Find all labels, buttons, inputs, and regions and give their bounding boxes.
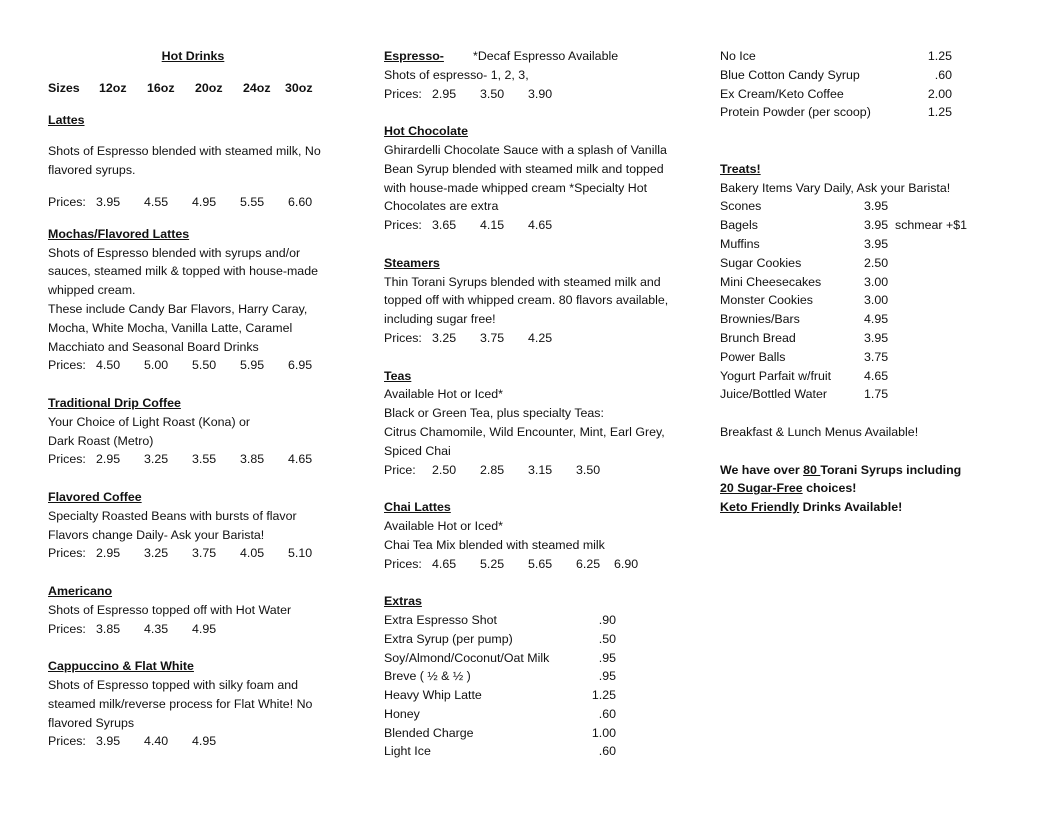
- price: 3.65: [432, 218, 457, 233]
- price: 3.25: [144, 546, 169, 561]
- mochas-prices: [48, 356, 338, 375]
- treat-name: Bagels: [720, 218, 758, 233]
- extras-item-name: No Ice: [720, 49, 756, 63]
- extras-item-name: Blended Charge: [384, 725, 474, 740]
- extras-item-price: .90: [598, 612, 616, 627]
- price: 6.90: [614, 556, 639, 571]
- price: 3.15: [528, 462, 553, 477]
- price: 3.95: [96, 194, 121, 209]
- teas-desc: Spiced Chai: [384, 443, 451, 458]
- espresso-prices: [384, 85, 684, 104]
- extras-item-name: Breve ( ½ & ½ ): [384, 669, 471, 684]
- prices-label: Prices:: [48, 452, 86, 467]
- price: 4.55: [144, 194, 169, 209]
- lattes-desc: Shots of Espresso blended with steamed milk, No: [48, 144, 321, 159]
- treat-item: [720, 385, 1020, 404]
- price: 4.65: [288, 452, 313, 467]
- torani-promo-line: [720, 461, 1020, 480]
- price: 3.75: [192, 546, 217, 561]
- flavored-coffee-title: Flavored Coffee: [48, 489, 142, 504]
- teas-desc: Citrus Chamomile, Wild Encounter, Mint, Earl Grey,: [384, 424, 665, 439]
- drip-desc: Your Choice of Light Roast (Kona) or: [48, 414, 251, 429]
- price: 4.95: [192, 734, 217, 749]
- hot-drinks-title: Hot Drinks: [161, 49, 225, 63]
- treat-item: [720, 254, 1020, 273]
- price: 6.25: [576, 556, 601, 571]
- menu-column-2: [384, 47, 684, 761]
- extras-item: [384, 724, 684, 743]
- extras-item: [384, 611, 684, 630]
- price: 3.75: [480, 330, 505, 345]
- extras-item: [384, 705, 684, 724]
- steamers-title: Steamers: [384, 255, 440, 270]
- extras-item-price: 1.25: [927, 49, 952, 63]
- lattes-desc: flavored syrups.: [48, 163, 136, 178]
- extras-item: [384, 742, 684, 761]
- price: 2.95: [96, 546, 121, 561]
- size-16oz: 16oz: [147, 80, 175, 95]
- hot-chocolate-desc: with house-made whipped cream *Specialty Hot: [384, 180, 648, 195]
- size-30oz: 30oz: [285, 80, 313, 95]
- extras-item-name: Light Ice: [384, 744, 431, 759]
- teas-desc: Black or Green Tea, plus specialty Teas:: [384, 406, 604, 421]
- extras-item-price: .50: [598, 631, 616, 646]
- treat-name: Yogurt Parfait w/fruit: [720, 368, 832, 383]
- treat-name: Muffins: [720, 236, 760, 251]
- treat-name: Brunch Bread: [720, 330, 796, 345]
- promo-count: 80: [803, 462, 821, 477]
- teas-prices: [384, 461, 684, 480]
- cappuccino-desc: flavored Syrups: [48, 715, 135, 730]
- flavored-desc: Flavors change Daily- Ask your Barista!: [48, 527, 265, 542]
- decaf-note: *Decaf Espresso Available: [473, 49, 619, 63]
- price: 4.95: [192, 621, 217, 636]
- promo-sugar-free: 20 Sugar-Free: [720, 481, 803, 496]
- drip-coffee-title: Traditional Drip Coffee: [48, 395, 181, 410]
- extras-title: Extras: [384, 594, 422, 609]
- chai-desc: Chai Tea Mix blended with steamed milk: [384, 537, 605, 552]
- price: 5.10: [288, 546, 313, 561]
- mochas-title: Mochas/Flavored Lattes: [48, 226, 190, 241]
- steamers-desc: including sugar free!: [384, 312, 496, 327]
- extras-item-price: .60: [934, 67, 952, 82]
- lattes-prices: [48, 193, 338, 212]
- prices-label: Price:: [384, 462, 416, 477]
- extras-item-price: 1.00: [591, 725, 616, 740]
- mochas-desc: whipped cream.: [48, 283, 136, 298]
- extras-item-name: Honey: [384, 706, 420, 721]
- price: 5.95: [240, 358, 265, 373]
- treat-name: Power Balls: [720, 349, 786, 364]
- extras-item-name: Heavy Whip Latte: [384, 688, 482, 703]
- treat-name: Brownies/Bars: [720, 312, 800, 327]
- espresso-header: [384, 47, 684, 66]
- treat-name: Mini Cheesecakes: [720, 274, 822, 289]
- treats-title: Treats!: [720, 161, 761, 176]
- extras-item-price: 1.25: [591, 688, 616, 703]
- price: 3.85: [240, 452, 265, 467]
- treat-item: [720, 216, 1020, 235]
- hot-chocolate-desc: Bean Syrup blended with steamed milk and topped: [384, 161, 664, 176]
- price: 4.25: [528, 330, 553, 345]
- sugar-free-promo-line: [720, 479, 1020, 498]
- size-20oz: 20oz: [195, 80, 223, 95]
- price: 3.50: [480, 86, 505, 101]
- extras-item: [720, 103, 1020, 122]
- breakfast-lunch-note: Breakfast & Lunch Menus Available!: [720, 424, 919, 439]
- treat-price: 3.00: [864, 293, 889, 308]
- sizes-row: [48, 79, 338, 98]
- extras-item: [720, 66, 1020, 85]
- price: 4.05: [240, 546, 265, 561]
- mochas-desc: Macchiato and Seasonal Board Drinks: [48, 339, 259, 354]
- promo-text: Torani Syrups including: [820, 462, 962, 477]
- size-12oz: 12oz: [99, 80, 127, 95]
- size-24oz: 24oz: [243, 80, 271, 95]
- extras-item-name: Extra Espresso Shot: [384, 612, 497, 627]
- price: 5.55: [240, 194, 265, 209]
- chai-lattes-title: Chai Lattes: [384, 500, 451, 515]
- americano-prices: [48, 620, 338, 639]
- treat-price: 4.95: [864, 312, 889, 327]
- extras-item: [720, 47, 1020, 66]
- treat-price: 1.75: [864, 387, 889, 402]
- espresso-desc: Shots of espresso- 1, 2, 3,: [384, 67, 529, 82]
- price: 6.95: [288, 358, 313, 373]
- treat-item: [720, 235, 1020, 254]
- price: 2.95: [432, 86, 457, 101]
- treat-item: [720, 197, 1020, 216]
- mochas-desc: Mocha, White Mocha, Vanilla Latte, Caramel: [48, 320, 293, 335]
- treat-price: 3.75: [864, 349, 889, 364]
- chai-prices: [384, 555, 684, 574]
- treat-name: Monster Cookies: [720, 293, 813, 308]
- price: 2.50: [432, 462, 457, 477]
- prices-label: Prices:: [384, 330, 422, 345]
- price: 5.00: [144, 358, 169, 373]
- prices-label: Prices:: [48, 546, 86, 561]
- mochas-desc: Shots of Espresso blended with syrups and/or: [48, 245, 301, 260]
- prices-label: Prices:: [48, 358, 86, 373]
- treat-price: 3.95: [864, 330, 889, 345]
- sizes-label: Sizes: [48, 80, 80, 95]
- treat-price: 4.65: [864, 368, 889, 383]
- treat-name: Sugar Cookies: [720, 255, 802, 270]
- americano-title: Americano: [48, 583, 113, 598]
- hot-chocolate-title: Hot Chocolate: [384, 124, 468, 139]
- treat-item: [720, 273, 1020, 292]
- steamers-prices: [384, 329, 684, 348]
- promo-keto: Keto Friendly: [720, 500, 800, 515]
- menu-column-1: [48, 47, 338, 751]
- prices-label: Prices:: [48, 621, 86, 636]
- treat-price: 3.00: [864, 274, 889, 289]
- chai-desc: Available Hot or Iced*: [384, 518, 503, 533]
- keto-promo-line: [720, 498, 1020, 517]
- price: 2.95: [96, 452, 121, 467]
- menu-column-3: [720, 47, 1020, 517]
- flavored-desc: Specialty Roasted Beans with bursts of flavor: [48, 508, 297, 523]
- extras-item-name: Protein Powder (per scoop): [720, 105, 871, 120]
- promo-text: Drinks Available!: [799, 500, 903, 515]
- cappuccino-prices: [48, 732, 338, 751]
- treat-item: [720, 329, 1020, 348]
- teas-title: Teas: [384, 368, 412, 383]
- mochas-desc: These include Candy Bar Flavors, Harry Caray,: [48, 301, 308, 316]
- extras-item-name: Blue Cotton Candy Syrup: [720, 67, 860, 82]
- price: 5.25: [480, 556, 505, 571]
- treat-name: Scones: [720, 199, 762, 214]
- treat-price: 2.50: [864, 255, 889, 270]
- price: 4.15: [480, 218, 505, 233]
- treat-item: [720, 348, 1020, 367]
- price: 4.95: [192, 194, 217, 209]
- treat-price: 3.95: [864, 199, 889, 214]
- price: 2.85: [480, 462, 505, 477]
- treat-item: [720, 291, 1020, 310]
- prices-label: Prices:: [384, 556, 422, 571]
- price: 3.90: [528, 86, 553, 101]
- extras-item-name: Ex Cream/Keto Coffee: [720, 86, 844, 101]
- extras-item-name: Extra Syrup (per pump): [384, 631, 513, 646]
- price: 3.95: [96, 734, 121, 749]
- extras-item: [384, 667, 684, 686]
- hot-chocolate-desc: Chocolates are extra: [384, 199, 499, 214]
- extras-item-price: 2.00: [927, 86, 952, 101]
- cappuccino-desc: Shots of Espresso topped with silky foam and: [48, 677, 299, 692]
- prices-label: Prices:: [384, 86, 422, 101]
- extras-item-price: .95: [598, 650, 616, 665]
- cappuccino-desc: steamed milk/reverse process for Flat White! No: [48, 696, 313, 711]
- cappuccino-title: Cappuccino & Flat White: [48, 659, 194, 674]
- price: 3.25: [432, 330, 457, 345]
- extras-item: [720, 85, 1020, 104]
- drip-desc: Dark Roast (Metro): [48, 433, 154, 448]
- hot-chocolate-desc: Ghirardelli Chocolate Sauce with a splash of Vanilla: [384, 142, 667, 157]
- prices-label: Prices:: [48, 194, 86, 209]
- espresso-title: Espresso-: [384, 49, 444, 63]
- price: 4.40: [144, 734, 169, 749]
- steamers-desc: Thin Torani Syrups blended with steamed milk and: [384, 274, 661, 289]
- drip-prices: [48, 450, 338, 469]
- price: 3.50: [576, 462, 601, 477]
- price: 5.65: [528, 556, 553, 571]
- promo-text: We have over: [720, 462, 804, 477]
- extras-item-price: .95: [598, 669, 616, 684]
- extras-item-price: .60: [598, 706, 616, 721]
- treat-item: [720, 367, 1020, 386]
- mochas-desc: sauces, steamed milk & topped with house-made: [48, 264, 318, 279]
- extras-item: [384, 649, 684, 668]
- americano-desc: Shots of Espresso topped off with Hot Water: [48, 602, 292, 617]
- price: 4.65: [528, 218, 553, 233]
- promo-text: choices!: [802, 481, 857, 496]
- lattes-title: Lattes: [48, 112, 85, 127]
- treats-intro: Bakery Items Vary Daily, Ask your Barista!: [720, 180, 951, 195]
- price: 3.55: [192, 452, 217, 467]
- hot-chocolate-prices: [384, 216, 684, 235]
- price: 4.50: [96, 358, 121, 373]
- prices-label: Prices:: [384, 218, 422, 233]
- price: 3.25: [144, 452, 169, 467]
- teas-desc: Available Hot or Iced*: [384, 387, 503, 402]
- prices-label: Prices:: [48, 734, 86, 749]
- extras-item: [384, 630, 684, 649]
- flavored-prices: [48, 544, 338, 563]
- treat-item: [720, 310, 1020, 329]
- treat-price: 3.95: [864, 236, 889, 251]
- price: 6.60: [288, 194, 313, 209]
- extras-item: [384, 686, 684, 705]
- price: 3.85: [96, 621, 121, 636]
- price: 5.50: [192, 358, 217, 373]
- extras-item-name: Soy/Almond/Coconut/Oat Milk: [384, 650, 550, 665]
- treat-name: Juice/Bottled Water: [720, 387, 827, 402]
- price: 4.65: [432, 556, 457, 571]
- extras-item-price: .60: [598, 744, 616, 759]
- extras-item-price: 1.25: [927, 105, 952, 120]
- treat-price: 3.95 schmear +$1: [864, 218, 967, 233]
- steamers-desc: topped off with whipped cream. 80 flavors available,: [384, 293, 669, 308]
- price: 4.35: [144, 621, 169, 636]
